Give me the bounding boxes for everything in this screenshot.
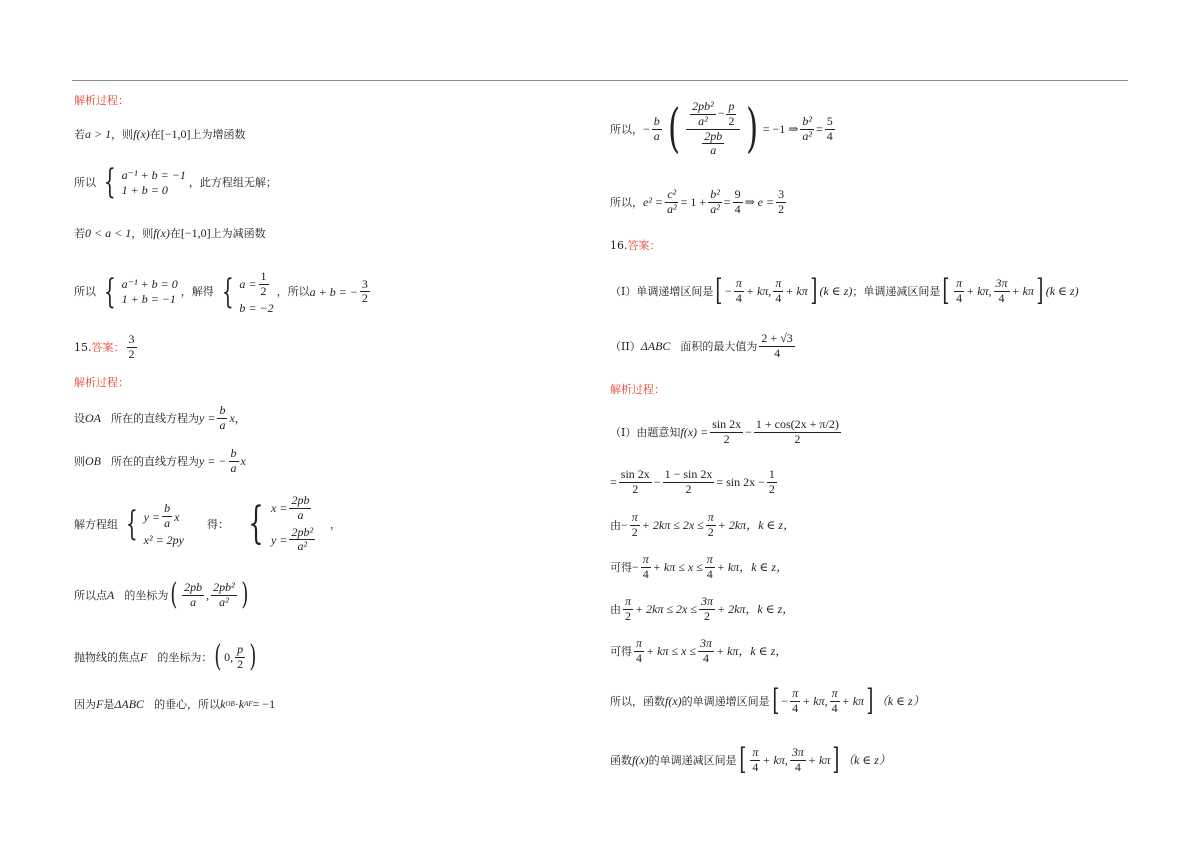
system-no-solution: 所以 { a⁻¹ + b = −1 1 + b = 0 ，此方程组无解；: [74, 162, 277, 202]
equation-system: { a⁻¹ + b = −1 1 + b = 0: [103, 162, 186, 202]
decreasing-inequality: 由 $\frac{\pi}{2}$ + 2kπ ≤ 2x ≤ $\frac{3\pi}{2}$ + 2kπ， k ∈ z，: [610, 594, 795, 623]
header-rule: [72, 80, 1128, 81]
equation-system: { a⁻¹ + b = 0 1 + b = −1: [103, 271, 178, 312]
orthocenter-condition: 因为 F 是 ΔABC 的垂心，所以 k OB · k AF = −1: [74, 697, 276, 711]
solution-system: { a = $\frac{1}{2}$ b = −2: [221, 269, 274, 315]
slope-equation: 所以， − $\frac{b}{a}$ ( $\frac{\text{2pb²}}{\text{a²}}$ − $\frac{p}{2}$ $\frac{2pb}{a}$ ) = −1 ⇒ $\frac{\text{b²}}{\text{a²}}$ = $\frac{5}{4}$: [610, 99, 833, 160]
point-a-coordinates: 所以点 A 的坐标为 ( $\frac{2pb}{a}$ , $\frac{\text{2pb²}}{\text{a²}}$ ): [74, 577, 249, 612]
increasing-inequality: 由 − $\frac{\pi}{2}$ + 2kπ ≤ 2x ≤ $\frac{\pi}{2}$ + 2kπ， k ∈ z，: [610, 510, 796, 539]
analysis-label: 解析过程：: [74, 376, 129, 389]
increasing-result: 可得 − $\frac{\pi}{4}$ + kπ ≤ x ≤ $\frac{\pi}{4}$ + kπ， k ∈ z，: [610, 552, 789, 581]
decreasing-result: 可得 $\frac{\pi}{4}$ + kπ ≤ x ≤ $\frac{3\pi}{4}$ + kπ， k ∈ z，: [610, 636, 788, 665]
analysis-label: 解析过程：: [610, 383, 665, 396]
answer-16-part-1: （I）单调递增区间是 [ − $\frac{\pi}{4}$ + kπ, $\frac{\pi}{4}$ + kπ ] (k ∈ z) ；单调递减区间是 [ $\frac{\pi}{4}$ + kπ, $\frac{3\pi}{4}$ + kπ ] (k ∈ z): [610, 273, 1079, 308]
line-oa: 设 OA 所在的直线方程为 y = $\frac{b}{a}$ x ，: [74, 403, 246, 432]
case-a-gt-1: 若 a > 1 ，则 f(x) 在 [−1,0] 上为增函数: [74, 127, 246, 141]
answer-16-part-2: （II） ΔABC 面积的最大值为 $\frac{2 + √3}{4}$: [610, 331, 793, 360]
increasing-interval: 所以，函数 f(x) 的单调递增区间是 [ − $\frac{\pi}{4}$ + kπ, $\frac{\pi}{4}$ + kπ ] （k ∈ z）: [610, 683, 925, 718]
analysis-label: 解析过程：: [74, 94, 129, 107]
fx-simplified: = $\frac{\sin 2x}{2}$ − $\frac{1 - \sin 2x}{2}$ = sin 2x − $\frac{1}{2}$: [610, 467, 775, 496]
answer-15: 15. 答案： $\frac{3}{2}$: [74, 332, 135, 361]
case-a-lt-1: 若 0 < a < 1 ，则 f(x) 在 [−1,0] 上为减函数: [74, 226, 266, 240]
line-ob: 则 OB 所在的直线方程为 y = − $\frac{b}{a}$ x: [74, 446, 246, 475]
answer-16: 16. 答案：: [610, 239, 661, 252]
eccentricity: 所以， e² = $\frac{\text{c²}}{\text{a²}}$ = 1 + $\frac{\text{b²}}{\text{a²}}$ = $\frac{9}{4}$ ⇒ e = $\frac{3}{2}$: [610, 187, 785, 216]
focus-f-coordinates: 抛物线的焦点 F 的坐标为： ( 0, $\frac{p}{2}$ ): [74, 639, 257, 674]
solve-system: 解方程组 { y = $\frac{b}{a}$ x x² = 2py 得： { x = $\frac{2pb}{a}$ y = $\frac{\text{2pb²}}{\text{a²}}$ ，: [74, 493, 342, 554]
fx-definition: （I）由题意知 f(x) = $\frac{\sin 2x}{2}$ − $\frac{1 + \cos(2x + \pi/2)}{2}$: [610, 417, 839, 446]
system-solution: 所以 { a⁻¹ + b = 0 1 + b = −1 ，解得 { a = $\frac{1}{2}$ b = −2 ，所以 a + b = − $\frac{3}{2}$: [74, 269, 368, 315]
decreasing-interval: 函数 f(x) 的单调递减区间是 [ $\frac{\pi}{4}$ + kπ, $\frac{3\pi}{4}$ + kπ ] （k ∈ z）: [610, 742, 891, 777]
